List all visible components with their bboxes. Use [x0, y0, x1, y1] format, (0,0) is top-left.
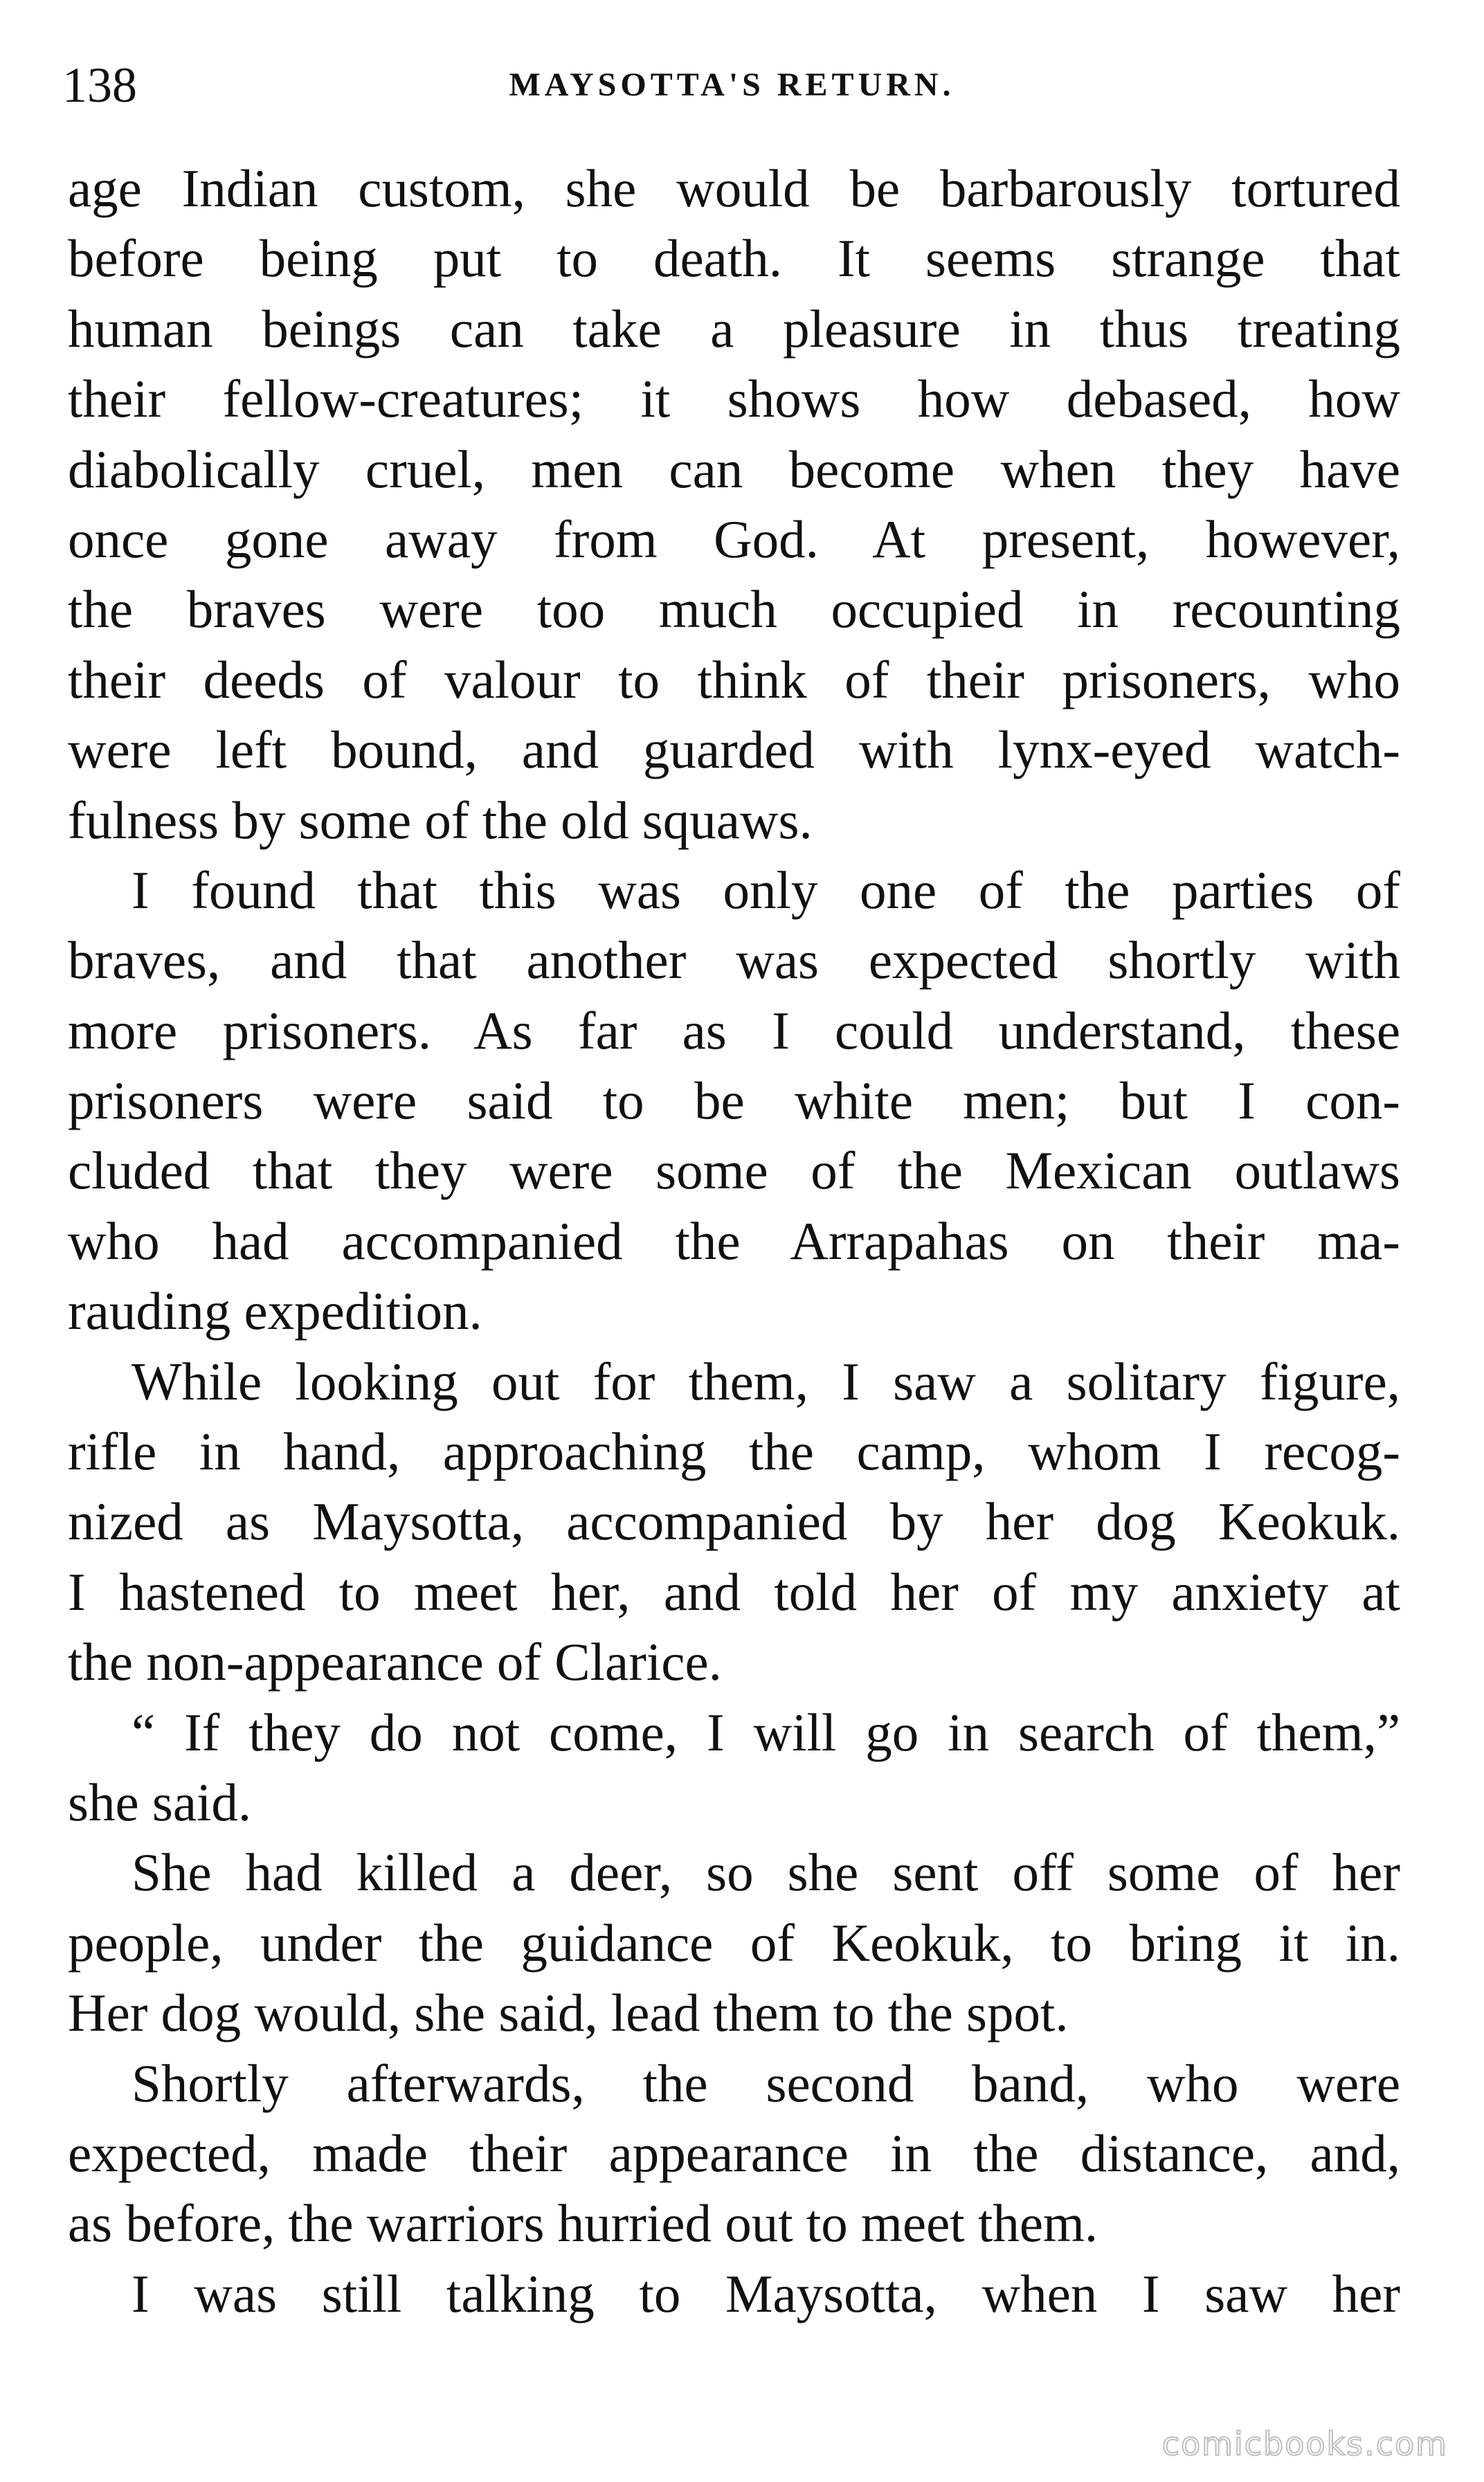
- text-line: diabolically cruel, men can become when they have: [68, 439, 1400, 499]
- text-line: the braves were too much occupied in recounting: [68, 579, 1400, 640]
- text-line: before being put to death. It seems strange that: [68, 228, 1400, 289]
- text-line: Shortly afterwards, the second band, who were: [132, 2053, 1400, 2113]
- text-line: I found that this was only one of the parties of: [132, 860, 1400, 920]
- running-title: MAYSOTTA'S RETURN.: [509, 66, 955, 103]
- text-line: she said.: [68, 1772, 252, 1832]
- text-line: Her dog would, she said, lead them to the spot.: [68, 1983, 1069, 2043]
- text-line: cluded that they were some of the Mexican outlaws: [68, 1141, 1400, 1201]
- page-number: 138: [62, 57, 137, 113]
- text-line: braves, and that another was expected shortly with: [68, 930, 1400, 990]
- text-line: were left bound, and guarded with lynx-eyed watch-: [68, 720, 1400, 780]
- running-head: [62, 47, 1402, 123]
- text-line: the non-appearance of Clarice.: [68, 1632, 722, 1692]
- text-line: rifle in hand, approaching the camp, whom I recog-: [68, 1422, 1400, 1482]
- site-watermark: comicbooks.com: [1161, 2425, 1448, 2463]
- text-line: who had accompanied the Arrapahas on their ma-: [68, 1211, 1400, 1271]
- text-line: their fellow-creatures; it shows how debased, how: [68, 369, 1400, 429]
- text-line: human beings can take a pleasure in thus treating: [68, 298, 1400, 359]
- text-line: people, under the guidance of Keokuk, to bring it in.: [68, 1912, 1400, 1973]
- text-line: rauding expedition.: [68, 1281, 482, 1341]
- text-line: more prisoners. As far as I could understand, these: [68, 1000, 1400, 1060]
- text-line: While looking out for them, I saw a solitary figure,: [132, 1351, 1400, 1411]
- text-line: I hastened to meet her, and told her of my anxiety at: [68, 1561, 1400, 1622]
- text-line: “ If they do not come, I will go in search of them,”: [132, 1702, 1400, 1762]
- text-line: expected, made their appearance in the distance, and,: [68, 2123, 1400, 2183]
- text-line: I was still talking to Maysotta, when I saw her: [132, 2263, 1400, 2324]
- text-body: [68, 154, 1400, 2329]
- text-line: once gone away from God. At present, however,: [68, 509, 1400, 569]
- text-line: age Indian custom, she would be barbarously tortured: [68, 158, 1400, 218]
- text-line: their deeds of valour to think of their prisoners, who: [68, 649, 1400, 709]
- text-line: She had killed a deer, so she sent off some of her: [132, 1842, 1400, 1903]
- text-line: prisoners were said to be white men; but I con-: [68, 1071, 1400, 1131]
- text-line: nized as Maysotta, accompanied by her dog Keokuk.: [68, 1492, 1400, 1552]
- text-line: fulness by some of the old squaws.: [68, 790, 813, 850]
- text-line: as before, the warriors hurried out to meet them.: [68, 2193, 1098, 2254]
